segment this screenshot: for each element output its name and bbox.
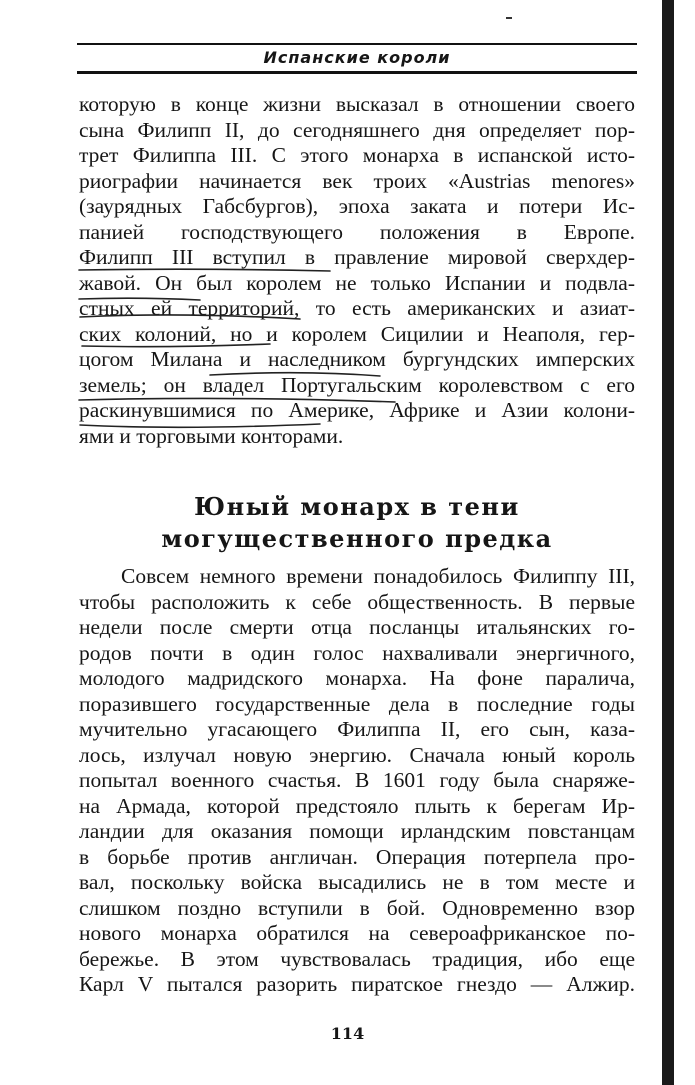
text-line: раскинувшимися по Америке, Африке и Азии колони- xyxy=(79,398,635,422)
text-line: трет Филиппа III. С этого монарха в испанской исто- xyxy=(79,143,635,167)
section-heading xyxy=(77,491,637,555)
text-line: ских колоний, но и королем Сицилии и Неаполя, гер- xyxy=(79,321,635,346)
text-line: чтобы расположить к себе общественность. В первые xyxy=(79,589,635,614)
text-line: слишком поздно вступили в бой. Одновременно взор xyxy=(79,895,635,920)
text-line: цогом Милана и наследником бургундских имперских xyxy=(79,347,635,371)
text-line: риографии начинается век троих «Austrias menores» xyxy=(79,168,635,193)
text-line: ландии для оказания помощи ирландским повстанцам xyxy=(79,819,635,843)
text-line: бережье. В этом чувствовалась традиция, ибо еще xyxy=(79,946,635,971)
heading-line-2: могущественного предка xyxy=(161,524,553,553)
heading-line-1: Юный монарх в тени xyxy=(194,492,520,521)
text-line: Филипп III вступил в правление мировой сверхдер- xyxy=(79,245,635,269)
text-line: Карл V пытался разорить пиратское гнездо — Алжир. xyxy=(79,972,635,996)
text-line: панией господствующего положения в Европе. xyxy=(79,219,635,244)
text-line: земель; он владел Португальским королевством с его xyxy=(79,372,635,397)
page-edge-shadow xyxy=(662,0,674,1085)
text-line: которую в конце жизни высказал в отношении своего xyxy=(79,92,635,116)
text-line: нового монарха обратился на североафриканское по- xyxy=(79,921,635,945)
text-line: родов почти в один голос нахваливали энергичного, xyxy=(79,640,635,665)
page-number: 114 xyxy=(330,1024,365,1043)
scan-mark xyxy=(506,17,512,19)
paragraph-1 xyxy=(79,92,635,449)
text-line: молодого мадридского монарха. На фоне паралича, xyxy=(79,666,635,690)
text-line: недели после смерти отца посланцы итальянских го- xyxy=(79,615,635,639)
text-line: попытал военного счастья. В 1601 году была снаряже- xyxy=(79,768,635,792)
text-line: вал, поскольку войска высадились не в том месте и xyxy=(79,870,635,894)
running-header xyxy=(77,43,637,74)
text-line: поразившего государственные дела в последние годы xyxy=(79,691,635,716)
text-line: жавой. Он был королем не только Испании и подвла- xyxy=(79,270,635,295)
header-rule-top xyxy=(77,43,637,45)
text-line: ями и торговыми конторами. xyxy=(79,423,344,448)
text-line: в борьбе против англичан. Операция потерпела про- xyxy=(79,844,635,869)
text-line: на Армада, которой предстояло плыть к берегам Ир- xyxy=(79,793,635,818)
text-line: стных ей территорий, то есть американских и азиат- xyxy=(79,296,635,320)
header-rule-bottom xyxy=(77,71,637,74)
running-title: Испанские короли xyxy=(263,48,451,67)
paragraph-2 xyxy=(79,564,635,998)
text-line: Совсем немного времени понадобилось Филиппу III, xyxy=(121,564,635,588)
text-line: сына Филипп II, до сегодняшнего дня определяет пор- xyxy=(79,117,635,142)
text-line: (заурядных Габсбургов), эпоха заката и потери Ис- xyxy=(79,194,635,218)
text-line: лось, излучал новую энергию. Сначала юный король xyxy=(79,742,635,767)
text-line: мучительно угасающего Филиппа II, его сын, каза- xyxy=(79,717,635,741)
